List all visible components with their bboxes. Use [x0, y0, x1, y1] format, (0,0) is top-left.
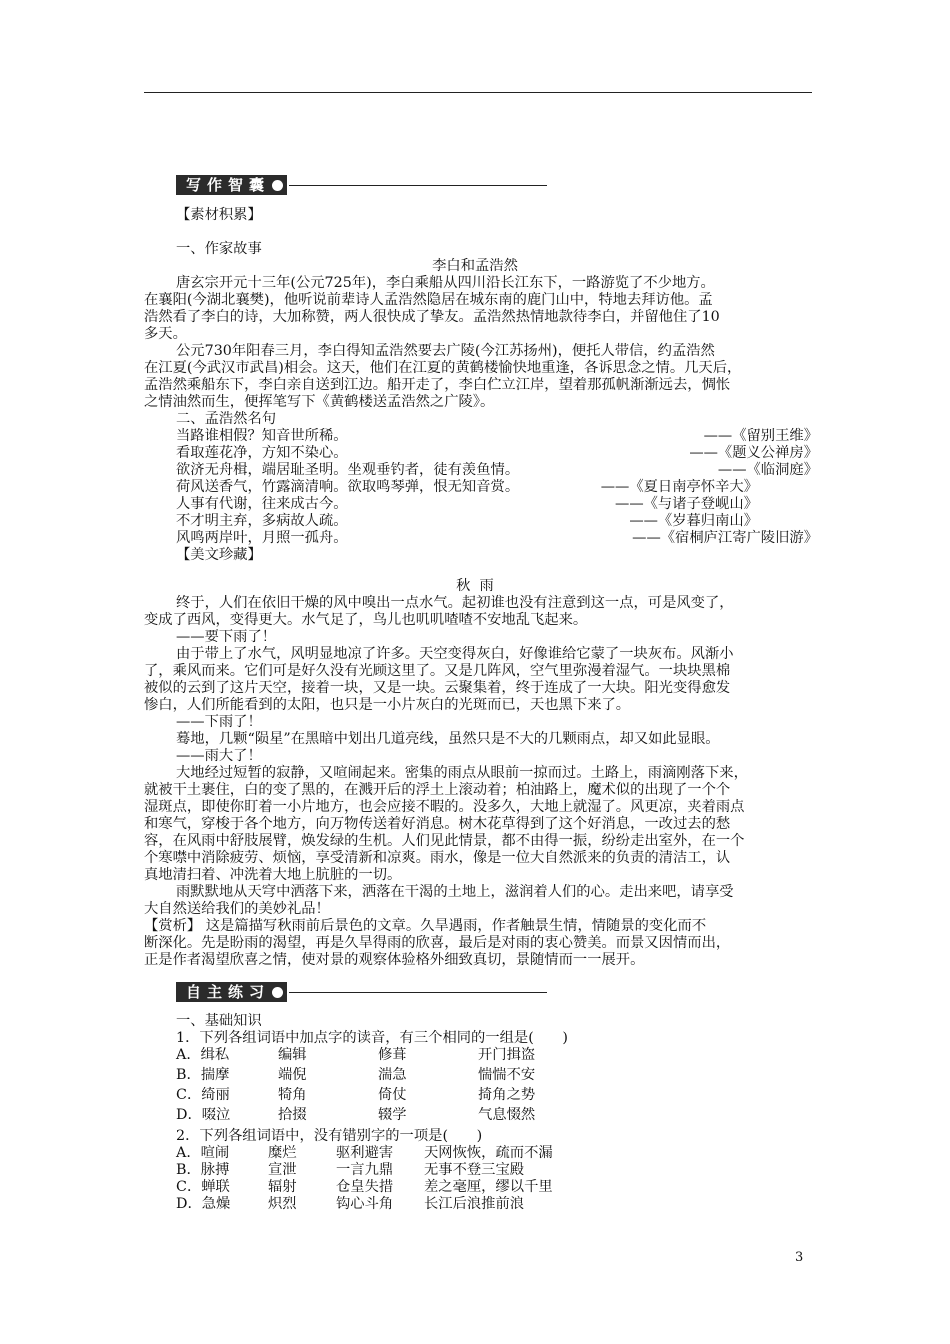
text-line: 容，在风雨中舒肢展臂，焕发绿的生机。人们见此情景，都不由得一振，纷纷走出室外，在一个: [144, 833, 745, 849]
option-word: 端倪: [278, 1067, 307, 1083]
text-line: 雨默默地从天穹中洒落下来，洒落在干渴的土地上，滋润着人们的心。走出来吧，请享受: [176, 884, 734, 900]
essay-title: 秋 雨: [456, 578, 494, 594]
text-line: 唐玄宗开元十三年(公元725年)，李白乘船从四川沿长江东下，一路游览了不少地方。: [176, 275, 715, 291]
appreciation-line: 断深化。先是盼雨的渴望，再是久旱得雨的欣喜，最后是对雨的衷心赞美。而景又因情而出，: [144, 935, 731, 951]
option-word: 无事不登三宝殿: [424, 1162, 525, 1178]
option-label: C．绮丽: [176, 1087, 230, 1103]
text-line: 浩然看了李白的诗，大加称赞，两人很快成了挚友。孟浩然热情地款待李白，并留他住了10: [144, 309, 720, 325]
text-line: 惨白，人们所能看到的太阳，也只是一小片灰白的光斑而已，天也黑下来了。: [144, 697, 631, 713]
text-line: 公元730年阳春三月，李白得知孟浩然要去广陵(今江苏扬州)，便托人带信，约孟浩然: [176, 343, 715, 359]
text-line: 蓦地，几颗“陨星”在黑暗中划出几道亮线，虽然只是不大的几颗雨点，却又如此显眼。: [176, 731, 720, 747]
quote-text: 看取莲花净，方知不染心。: [176, 445, 348, 461]
option-label: D．急燥: [176, 1196, 231, 1212]
section-header-practice: [176, 982, 547, 1002]
option-word: 编辑: [278, 1047, 307, 1063]
option-label: B．揣摩: [176, 1067, 230, 1083]
part-heading: 一、作家故事: [176, 241, 262, 257]
story-title: 李白和孟浩然: [432, 258, 518, 274]
text-line: 湿斑点，即使你盯着一小片地方，也会应接不暇的。没多久，大地上就湿了。风更凉，夹着雨点: [144, 799, 745, 815]
quote-source: ——《题义公禅房》: [689, 445, 818, 461]
question: 1．下列各组词语中加点字的读音，有三个相同的一组是( ): [176, 1030, 568, 1046]
quote-text: 风鸣两岸叶，月照一孤舟。: [176, 530, 348, 546]
quote-text: 欲济无舟楫，端居耻圣明。坐观垂钓者，徒有羡鱼情。: [176, 462, 520, 478]
quote-text: 荷风送香气，竹露滴清响。欲取鸣琴弹，恨无知音赏。: [176, 479, 520, 495]
text-line: 终于，人们在依旧干燥的风中嗅出一点水气。起初谁也没有注意到这一点，可是风变了，: [176, 595, 734, 611]
quote-source: ——《与诸子登岘山》: [615, 496, 758, 512]
quote-text: 当路谁相假？知音世所稀。: [176, 428, 348, 444]
option-word: 拾掇: [278, 1107, 307, 1123]
section-rule: [289, 992, 547, 993]
part-heading: 二、孟浩然名句: [176, 411, 277, 427]
option-word: 辐射: [268, 1179, 297, 1195]
header-rule: [144, 92, 812, 93]
text-line: 个寒噤中消除疲劳、烦恼，享受清新和凉爽。雨水，像是一位大自然派来的负责的清洁工，认: [144, 850, 731, 866]
quote-source: ——《夏日南亭怀辛大》: [600, 479, 758, 495]
quote-source: ——《临洞庭》: [717, 462, 818, 478]
appreciation-line: 【赏析】 这是篇描写秋雨前后景色的文章。久旱遇雨，作者触景生情，情随景的变化而不: [144, 918, 707, 934]
quote-source: ——《留别王维》: [703, 428, 818, 444]
text-line: 由于带上了水气，风明显地凉了许多。天空变得灰白，好像谁给它蒙了一块灰布。风渐小: [176, 646, 734, 662]
option-word: 长江后浪推前浪: [424, 1196, 525, 1212]
bullet-dot-icon: [272, 987, 283, 998]
option-word: 掎角之势: [478, 1087, 536, 1103]
option-word: 钩心斗角: [336, 1196, 394, 1212]
text-line: 就被干土裹住，白的变了黑的，在溅开后的浮土上滚动着；柏油路上，魔术似的出现了一个个: [144, 782, 731, 798]
section-rule: [289, 185, 547, 186]
option-label: A．喧闹: [176, 1145, 230, 1161]
option-word: 一言九鼎: [336, 1162, 394, 1178]
question: 2．下列各组词语中，没有错别字的一项是( ): [176, 1128, 483, 1144]
text-line: 在江夏(今武汉市武昌)相会。这天，他们在江夏的黄鹤楼愉快地重逢，各诉思念之情。几天后，: [144, 360, 742, 376]
section-title: 自主练习: [186, 983, 271, 1001]
option-label: C．蝉联: [176, 1179, 230, 1195]
text-line: 大自然送给我们的美妙礼品！: [144, 901, 330, 917]
page-number: 3: [795, 1250, 804, 1265]
material-heading: 【素材积累】: [176, 207, 262, 223]
option-word: 炽烈: [268, 1196, 297, 1212]
option-word: 差之毫厘，缪以千里: [424, 1179, 553, 1195]
option-word: 湍急: [378, 1067, 407, 1083]
part-heading: 一、基础知识: [176, 1013, 262, 1029]
text-line: ——要下雨了！: [176, 629, 277, 645]
option-word: 惴惴不安: [478, 1067, 536, 1083]
section-header-writing: [176, 175, 547, 195]
option-word: 气息惙然: [478, 1107, 536, 1123]
option-label: D．啜泣: [176, 1107, 231, 1123]
text-line: 在襄阳(今湖北襄樊)，他听说前辈诗人孟浩然隐居在城东南的鹿门山中，特地去拜访他。孟: [144, 292, 713, 308]
text-line: 被似的云到了这片天空，接着一块，又是一块。云聚集着，终于连成了一大块。阳光变得愈发: [144, 680, 731, 696]
text-line: 真地清扫着、冲洗着大地上肮脏的一切。: [144, 867, 402, 883]
text-line: 大地经过短暂的寂静，又喧闹起来。密集的雨点从眼前一掠而过。土路上，雨滴刚落下来，: [176, 765, 748, 781]
option-word: 辍学: [378, 1107, 407, 1123]
option-word: 糜烂: [268, 1145, 297, 1161]
option-label: A．缉私: [176, 1047, 230, 1063]
text-line: 多天。: [144, 326, 187, 342]
text-line: 孟浩然乘船东下，李白亲自送到江边。船开走了，李白伫立江岸，望着那孤帆渐渐远去，惆怅: [144, 377, 731, 393]
option-word: 天网恢恢，疏而不漏: [424, 1145, 553, 1161]
quote-text: 人事有代谢，往来成古今。: [176, 496, 348, 512]
text-line: 了，乘风而来。它们可是好久没有光顾这里了。又是几阵风，空气里弥漫着湿气。一块块黑棉: [144, 663, 731, 679]
section-title: 写作智囊: [186, 176, 271, 194]
appreciation-line: 正是作者渴望欣喜之情，使对景的观察体验格外细致真切，景随情而一一展开。: [144, 952, 645, 968]
text-line: ——雨大了！: [176, 748, 262, 764]
bullet-dot-icon: [272, 180, 283, 191]
quote-text: 不才明主弃，多病故人疏。: [176, 513, 348, 529]
text-line: 和寒气，穿梭于各个地方，向万物传送着好消息。树木花草得到了这个好消息，一改过去的愁: [144, 816, 731, 832]
text-line: 变成了西风，变得更大。水气足了，鸟儿也叽叽喳喳不安地乱飞起来。: [144, 612, 588, 628]
option-word: 犄角: [278, 1087, 307, 1103]
text-line: 之情油然而生，便挥笔写下《黄鹤楼送孟浩然之广陵》。: [144, 394, 495, 410]
option-word: 修葺: [378, 1047, 407, 1063]
option-word: 宣泄: [268, 1162, 297, 1178]
option-label: B．脉搏: [176, 1162, 230, 1178]
text-line: ——下雨了！: [176, 714, 262, 730]
option-word: 仓皇失措: [336, 1179, 394, 1195]
essay-heading: 【美文珍藏】: [176, 547, 262, 563]
option-word: 驱利避害: [336, 1145, 394, 1161]
quote-source: ——《宿桐庐江寄广陵旧游》: [632, 530, 818, 546]
option-word: 倚仗: [378, 1087, 407, 1103]
option-word: 开门揖盗: [478, 1047, 536, 1063]
quote-source: ——《岁暮归南山》: [629, 513, 758, 529]
